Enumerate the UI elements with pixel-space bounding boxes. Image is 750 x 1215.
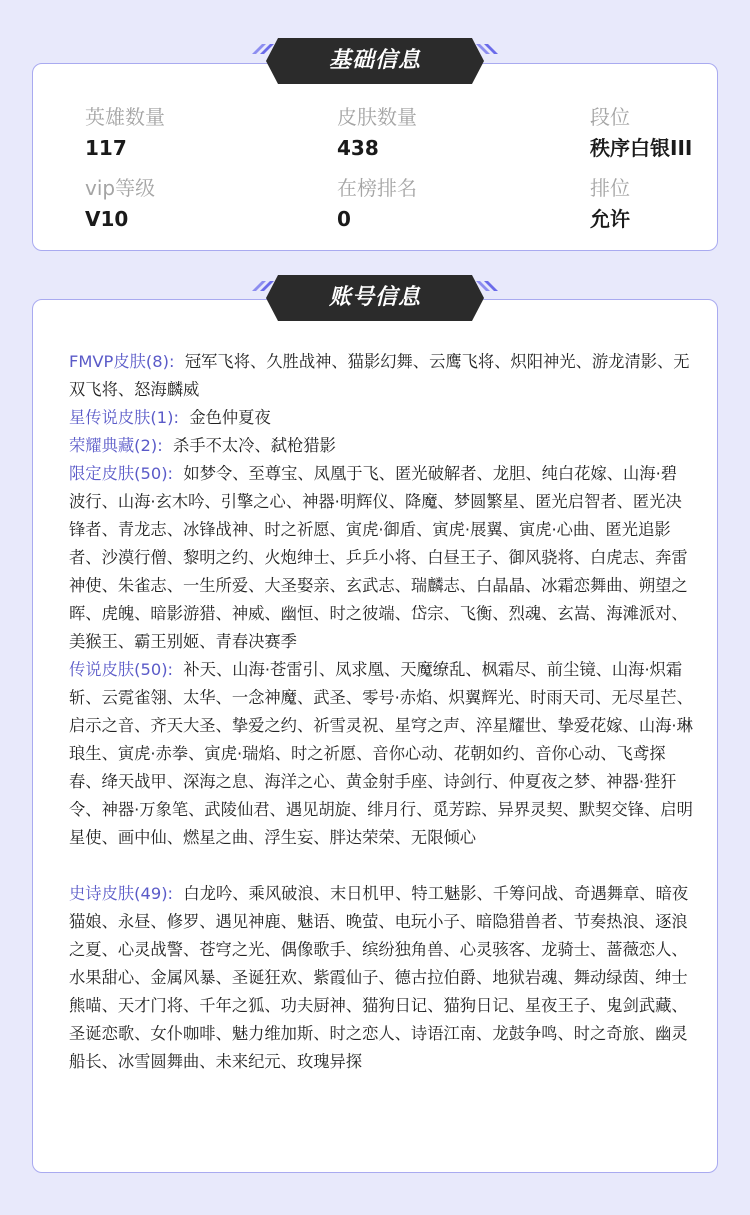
skin-category-items: 杀手不太冷、弑枪猎影: [173, 436, 336, 455]
account-info-card: [32, 299, 718, 1173]
section-banner-basic: [248, 38, 502, 84]
skin-category-items: 金色仲夏夜: [189, 408, 271, 427]
stat-value: 117: [85, 136, 127, 160]
skin-category-name: FMVP皮肤(8):: [69, 352, 175, 371]
stat-ranked-allowed: [590, 173, 750, 234]
stat-label: 英雄数量: [85, 105, 165, 129]
skin-category-fmvp: [69, 348, 693, 404]
skin-category-items: 如梦令、至尊宝、凤凰于飞、匿光破解者、龙胆、纯白花嫁、山海·碧波行、山海·玄木吟、引擎之心、神器·明辉仪、降魔、梦圆繁星、匿光启智者、匿光决锋者、青龙志、冰锋战神、时之祈愿、寅虎·御盾、寅虎·展翼、寅虎·心曲、匿光追影者、沙漠行僧、黎明之约、火炮绅士、乒乒小将、白昼王子、御风骁将、白虎志、奔雷神使、朱雀志、一生所爱、大圣娶亲、玄武志、瑞麟志、白晶晶、冰霜恋舞曲、朔望之晖、虎魄、暗影游猎、神威、幽恒、时之彼端、岱宗、飞衡、烈魂、玄嵩、海滩派对、美猴王、霸王别姬、青春决赛季: [69, 464, 688, 651]
skin-category-epic: [69, 880, 693, 1076]
stat-skin-count: [337, 102, 537, 163]
stat-rank-tier: [590, 102, 750, 163]
stat-vip-level: [85, 173, 285, 234]
section-title: 基础信息: [328, 48, 421, 73]
stat-label: 在榜排名: [337, 176, 417, 200]
stat-value: 0: [337, 207, 351, 231]
skin-category-name: 星传说皮肤(1):: [69, 408, 179, 427]
skin-list: [69, 348, 693, 1076]
skin-category-items: 冠军飞将、久胜战神、猫影幻舞、云鹰飞将、炽阳神光、游龙清影、无双飞将、怒海麟威: [69, 352, 690, 399]
section-title: 账号信息: [328, 285, 421, 310]
stat-leaderboard-rank: [337, 173, 537, 234]
stat-value: 438: [337, 136, 379, 160]
skin-category-items: 白龙吟、乘风破浪、末日机甲、特工魅影、千筹问战、奇遇舞章、暗夜猫娘、永昼、修罗、遇见神鹿、魅语、晚萤、电玩小子、暗隐猎兽者、节奏热浪、逐浪之夏、心灵战警、苍穹之光、偶像歌手、缤纷独角兽、心灵骇客、龙骑士、蔷薇恋人、水果甜心、金属风暴、圣诞狂欢、紫霞仙子、德古拉伯爵、地狱岩魂、舞动绿茵、绅士熊喵、天才门将、千年之狐、功夫厨神、猫狗日记、猫狗日记、星夜王子、鬼剑武藏、圣诞恋歌、女仆咖啡、魅力维加斯、时之恋人、诗语江南、龙鼓争鸣、时之奇旅、幽灵船长、冰雪圆舞曲、未来纪元、玫瑰异探: [69, 884, 689, 1071]
stat-label: 排位: [590, 176, 630, 200]
stat-value: 秩序白银III: [590, 136, 693, 160]
skin-category-name: 限定皮肤(50):: [69, 464, 174, 483]
stat-label: 皮肤数量: [337, 105, 417, 129]
section-banner-account: [248, 275, 502, 321]
skin-category-glory-collection: [69, 432, 693, 460]
skin-category-name: 荣耀典藏(2):: [69, 436, 163, 455]
stat-label: 段位: [590, 105, 630, 129]
skin-category-limited: [69, 460, 693, 656]
stat-value: 允许: [590, 207, 630, 231]
skin-category-items: 补天、山海·苍雷引、凤求凰、天魔缭乱、枫霜尽、前尘镜、山海·炽霜斩、云霓雀翎、太华、一念神魔、武圣、零号·赤焰、炽翼辉光、时雨天司、无尽星芒、启示之音、齐天大圣、挚爱之约、祈雪灵祝、星穹之声、淬星耀世、挚爱花嫁、山海·琳琅生、寅虎·赤拳、寅虎·瑞焰、时之祈愿、音你心动、花朝如约、音你心动、飞鸢探春、绛天战甲、深海之息、海洋之心、黄金射手座、诗剑行、仲夏夜之梦、神器·狴犴令、神器·万象笔、武陵仙君、遇见胡旋、绯月行、觅芳踪、异界灵契、默契交锋、启明星使、画中仙、燃星之曲、浮生妄、胖达荣荣、无限倾心: [69, 660, 693, 847]
stat-value: V10: [85, 207, 129, 231]
skin-category-star-legend: [69, 404, 693, 432]
stat-hero-count: [85, 102, 285, 163]
skin-category-name: 史诗皮肤(49):: [69, 884, 174, 903]
skin-category-name: 传说皮肤(50):: [69, 660, 174, 679]
basic-info-card: [32, 63, 718, 251]
skin-category-legend: [69, 656, 693, 852]
stat-label: vip等级: [85, 176, 156, 200]
